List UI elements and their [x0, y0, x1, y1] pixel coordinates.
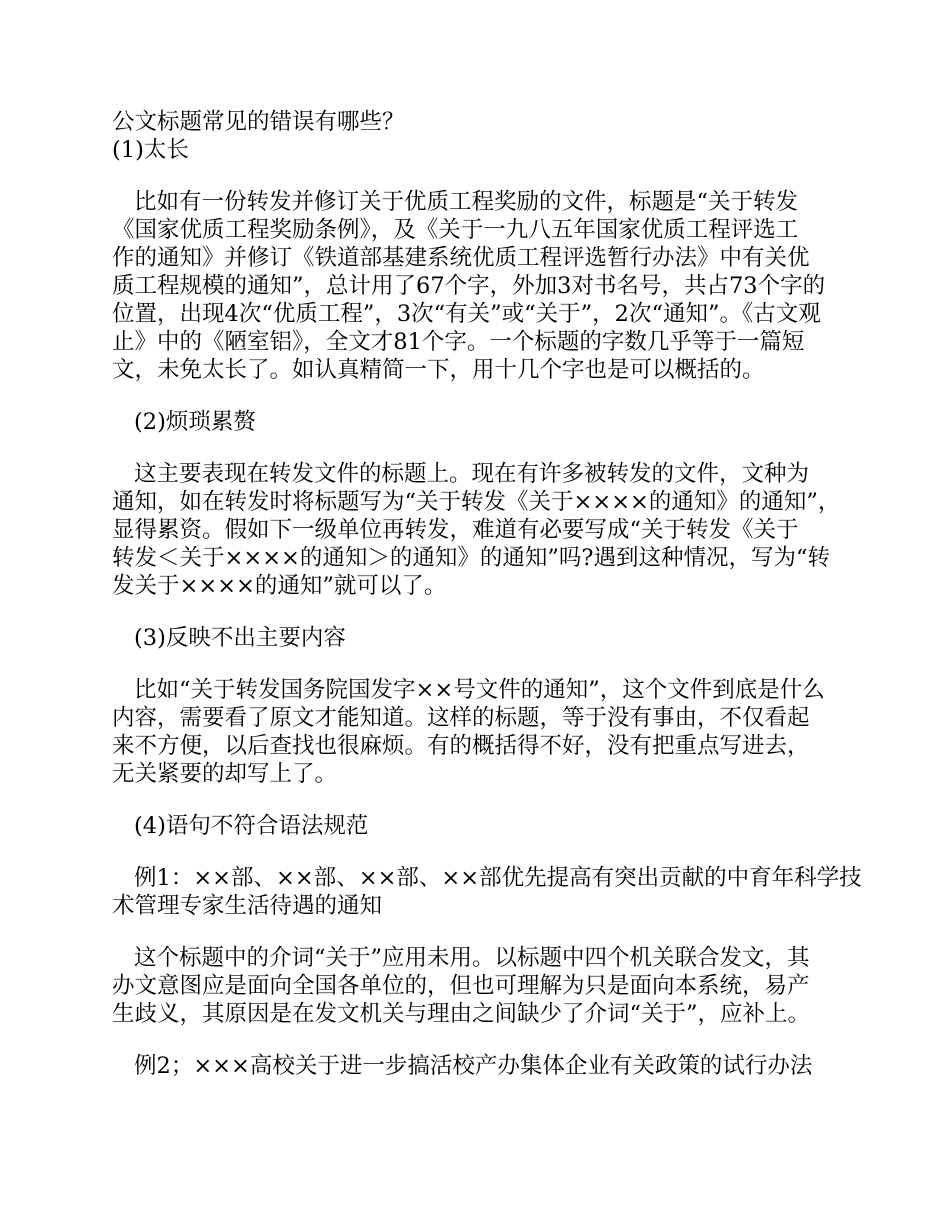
paragraph-line: 办文意图应是面向全国各单位的，但也可理解为只是面向本系统，易产 [112, 973, 810, 999]
document-body [112, 108, 862, 1080]
paragraph-example-2 [112, 1052, 840, 1080]
paragraph-line: 例1：××部、××部、××部、××部优先提高有突出贡献的中育年科学技 [134, 865, 862, 891]
paragraph-line: 《国家优质工程奖励条例》，及《关于一九八五年国家优质工程评选工 [112, 217, 799, 243]
paragraph-line: 显得累资。假如下一级单位再转发，难道有必要写成“关于转发《关于 [112, 517, 799, 543]
section-heading-redundant: (2)烦琐累赘 [134, 409, 256, 435]
paragraph-redundant [112, 460, 840, 600]
document-title: 公文标题常见的错误有哪些？ [112, 109, 405, 135]
paragraph-too-long [112, 188, 840, 384]
paragraph-line: 例2；×××高校关于进一步搞活校产办集体企业有关政策的试行办法 [134, 1053, 813, 1079]
paragraph-line: 质工程规模的通知”，总计用了67个字，外加3对书名号，共占73个字的 [112, 273, 826, 299]
paragraph-line: 无关紧要的却写上了。 [112, 761, 338, 787]
section-heading-no-main-content: (3)反映不出主要内容 [134, 625, 346, 651]
paragraph-line: 止》中的《陋室铝》，全文才81个字。一个标题的字数几乎等于一篇短 [112, 329, 805, 355]
paragraph-line: 这个标题中的介词“关于”应用未用。以标题中四个机关联合发文，其 [134, 945, 810, 971]
paragraph-line: 比如“关于转发国务院国发字××号文件的通知”，这个文件到底是什么 [134, 677, 825, 703]
paragraph-line: 术管理专家生活待遇的通知 [112, 893, 383, 919]
paragraph-line: 文，未免太长了。如认真精简一下，用十几个字也是可以概括的。 [112, 357, 765, 383]
paragraph-no-main-content [112, 676, 840, 788]
paragraph-line: 来不方便，以后查找也很麻烦。有的概括得不好，没有把重点写进去， [112, 733, 810, 759]
paragraph-example-1 [112, 864, 862, 920]
paragraph-example-1-analysis [112, 944, 840, 1028]
paragraph-line: 内容，需要看了原文才能知道。这样的标题，等于没有事由，不仅看起 [112, 705, 810, 731]
paragraph-line: 发关于××××的通知”就可以了。 [112, 573, 447, 599]
paragraph-line: 位置，出现4次“优质工程”，3次“有关”或“关于”，2次“通知”。《古文观 [112, 301, 821, 327]
paragraph-line: 转发＜关于××××的通知＞的通知》的通知”吗?遇到这种情况，写为“转 [112, 545, 830, 571]
section-heading-too-long: (1)太长 [112, 137, 189, 163]
paragraph-line: 通知，如在转发时将标题写为“关于转发《关于××××的通知》的通知”， [112, 489, 841, 515]
paragraph-line: 生歧义，其原因是在发文机关与理由之间缺少了介词“关于”，应补上。 [112, 1001, 811, 1027]
section-heading-grammar: (4)语句不符合语法规范 [134, 813, 369, 839]
paragraph-line: 比如有一份转发并修订关于优质工程奖励的文件，标题是“关于转发 [134, 189, 799, 215]
paragraph-line: 作的通知》并修订《铁道部基建系统优质工程评选暂行办法》中有关优 [112, 245, 810, 271]
paragraph-line: 这主要表现在转发文件的标题上。现在有许多被转发的文件，文种为 [134, 461, 810, 487]
